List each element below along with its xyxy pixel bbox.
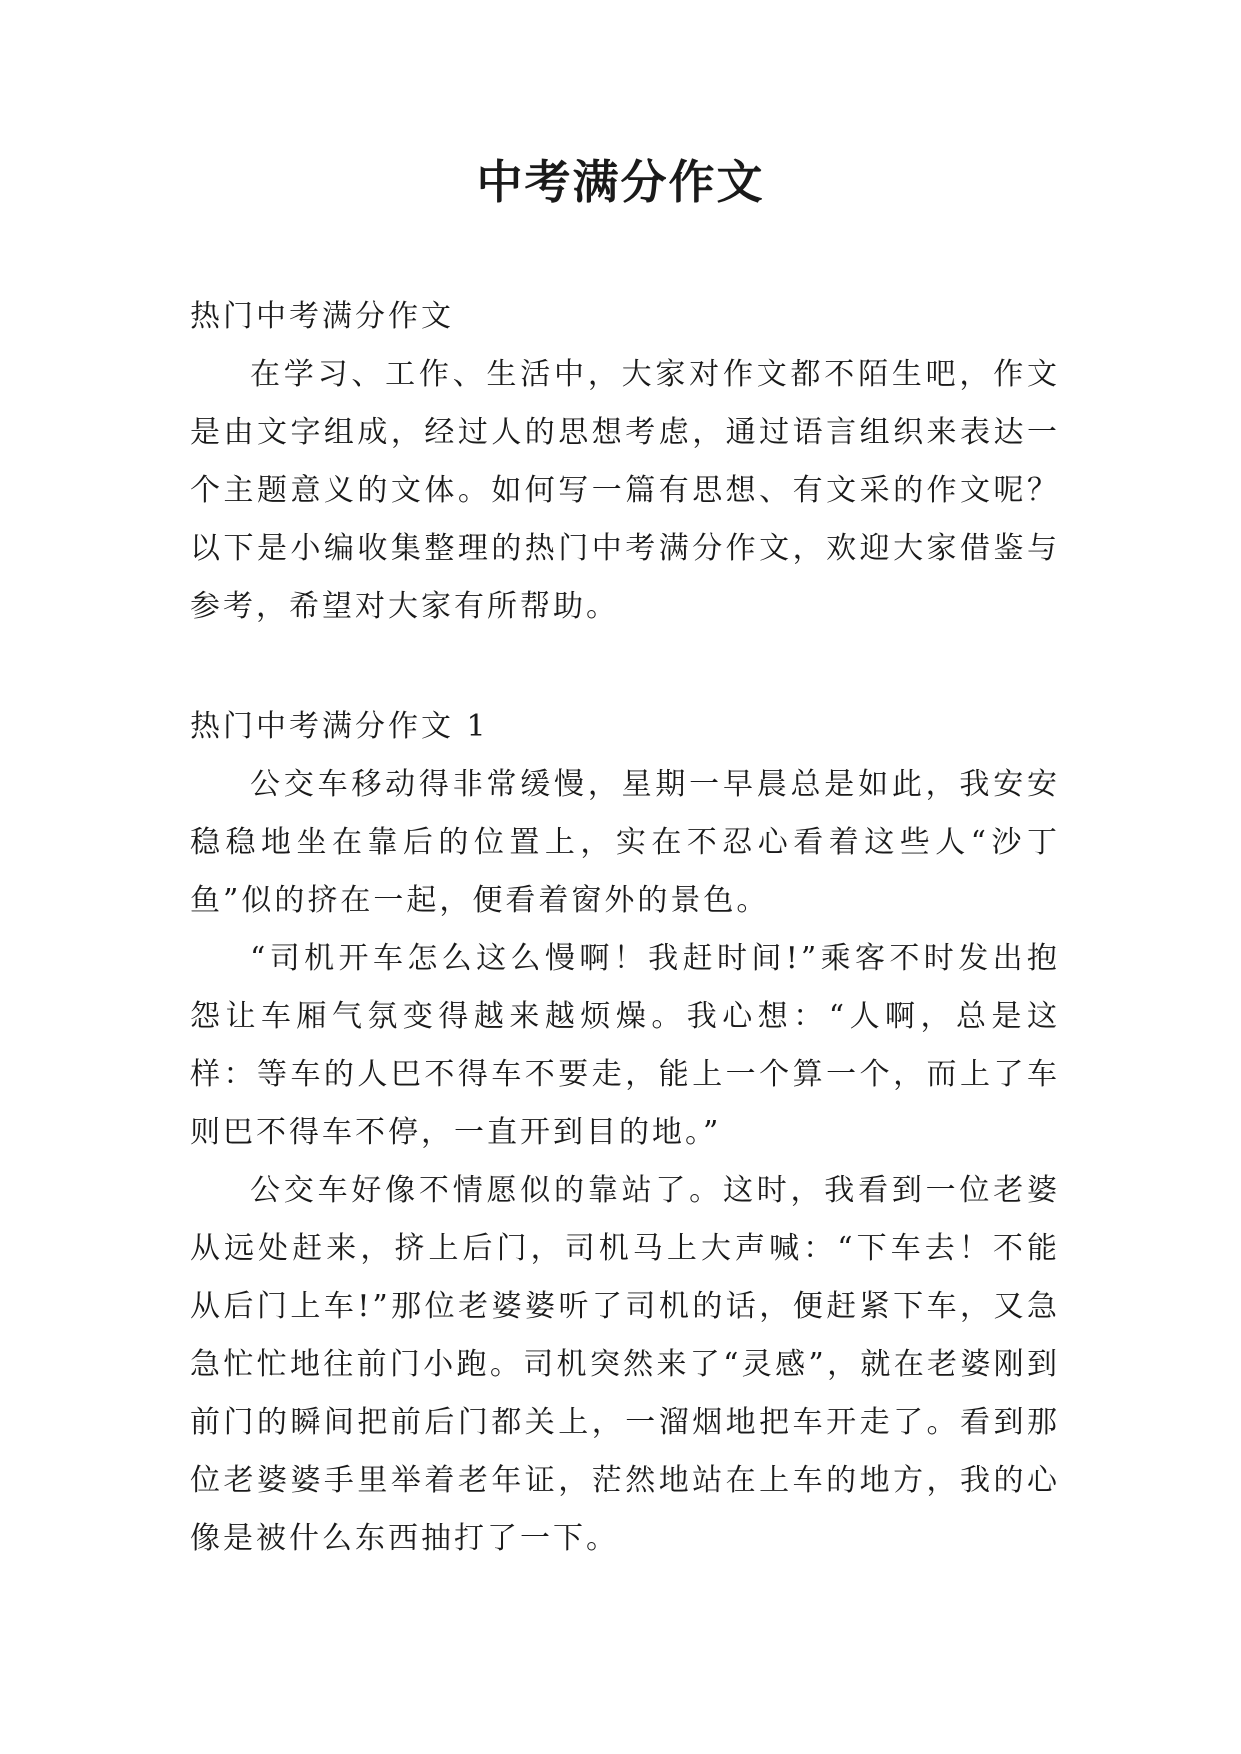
essay-paragraph: 公交车好像不情愿似的靠站了。这时，我看到一位老婆从远处赶来，挤上后门，司机马上大声喊：“下车去！不能从后门上车!”那位老婆婆听了司机的话，便赶紧下车，又急急忙忙地往前门小跑。司机突然来了“灵感”，就在老婆刚到前门的瞬间把前后门都关上，一溜烟地把车开走了。看到那位老婆婆手里举着老年证，茫然地站在上车的地方，我的心像是被什么东西抽打了一下。	[190, 1173, 1060, 1556]
document-body	[190, 288, 1060, 1568]
intro-heading: 热门中考满分作文	[190, 299, 454, 334]
intro-paragraph: 在学习、工作、生活中，大家对作文都不陌生吧，作文是由文字组成，经过人的思想考虑，通过语言组织来表达一个主题意义的文体。如何写一篇有思想、有文采的作文呢？以下是小编收集整理的热门中考满分作文，欢迎大家借鉴与参考，希望对大家有所帮助。	[190, 357, 1060, 624]
essay-paragraph: “司机开车怎么这么慢啊！我赶时间!”乘客不时发出抱怨让车厢气氛变得越来越烦燥。我心想：“人啊，总是这样：等车的人巴不得车不要走，能上一个算一个，而上了车则巴不得车不停，一直开到目的地。”	[190, 941, 1060, 1150]
essay-heading: 热门中考满分作文 1	[190, 709, 489, 744]
document-title: 中考满分作文	[476, 155, 765, 209]
section-gap	[190, 636, 1060, 698]
essay-paragraph: 公交车移动得非常缓慢，星期一早晨总是如此，我安安稳稳地坐在靠后的位置上，实在不忍心看着这些人“沙丁鱼”似的挤在一起，便看着窗外的景色。	[190, 767, 1060, 918]
